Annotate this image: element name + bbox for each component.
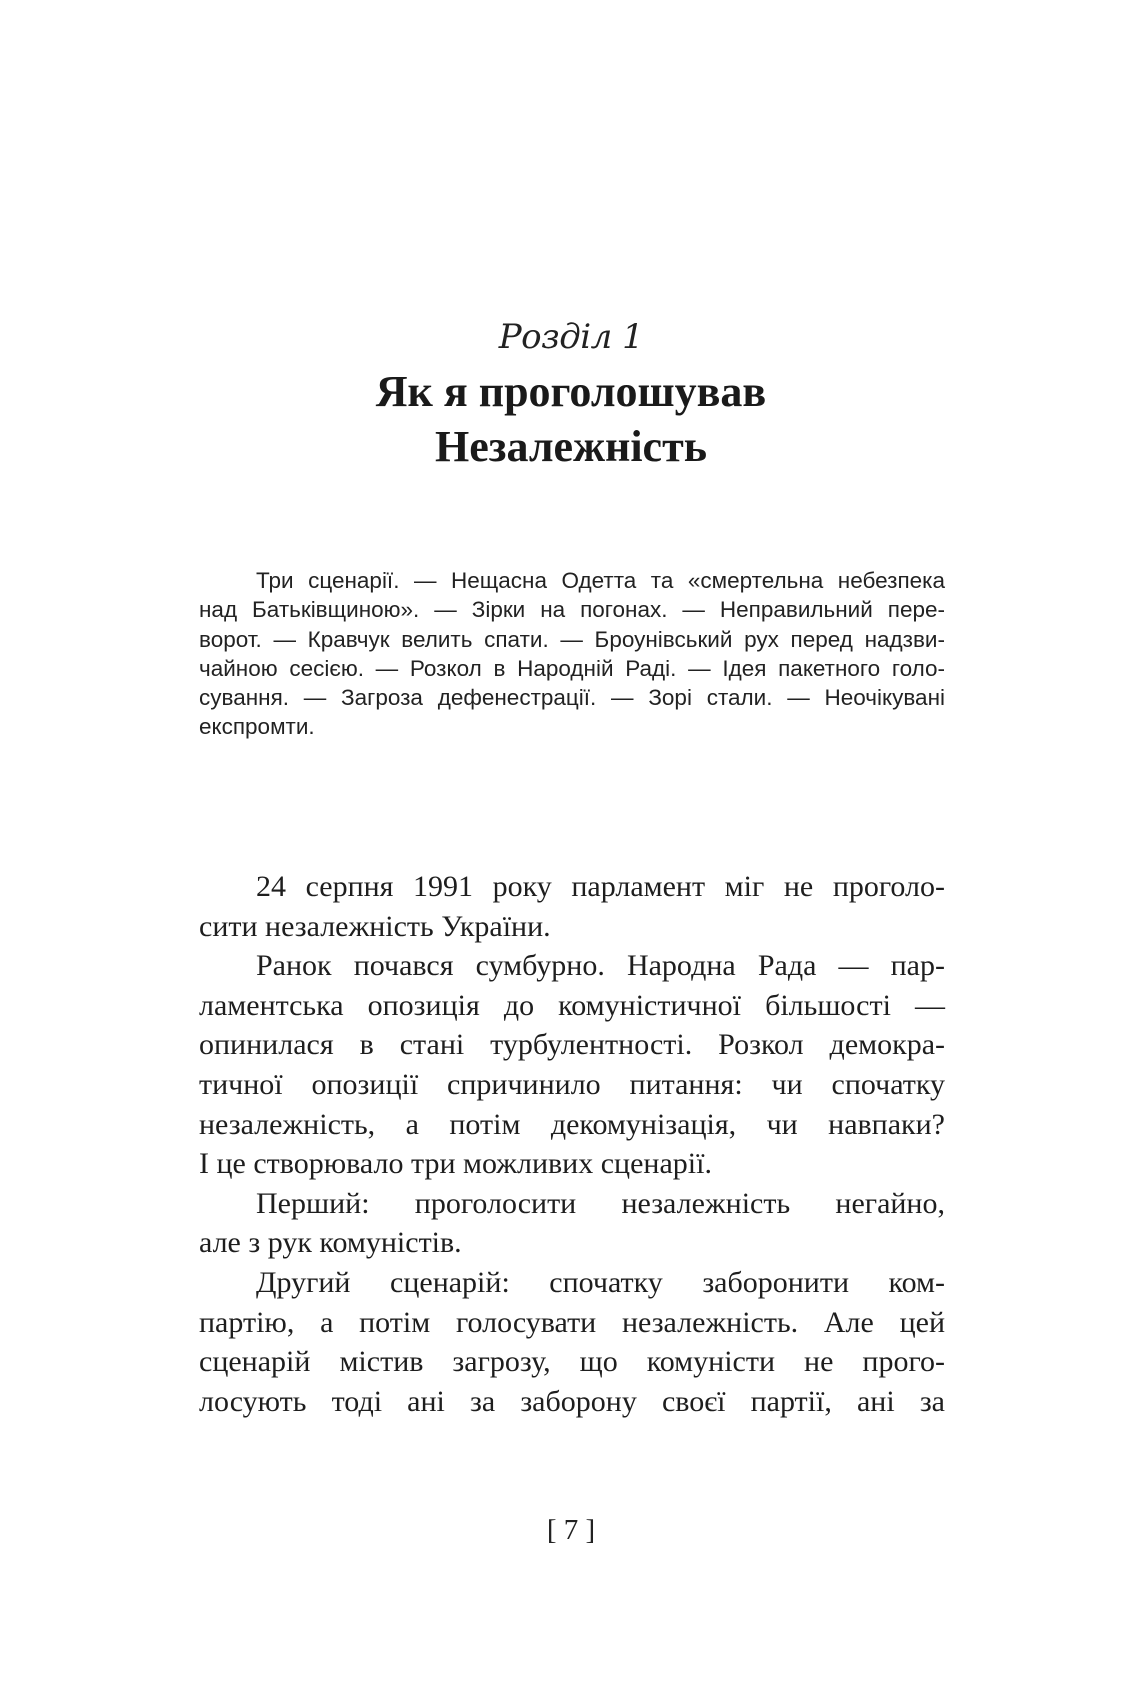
- body-line: сити незалежність України.: [199, 909, 551, 943]
- summary-line: Три сценарії. — Нещасна Одетта та «смертельна небезпека: [256, 568, 945, 593]
- chapter-title-line: Незалежність: [435, 422, 707, 471]
- body-line: Ранок почався сумбурно. Народна Рада — пар-: [256, 949, 945, 983]
- chapter-title: [0, 364, 1142, 474]
- body-line: І це створювало три можливих сценарії.: [199, 1147, 712, 1181]
- page-number: [ 7 ]: [546, 1514, 596, 1546]
- summary-line: сування. — Загроза дефенестрації. — Зорі стали. — Неочікувані: [199, 685, 945, 711]
- summary-line: чайною сесією. — Розкол в Народній Раді. — Ідея пакетного голо-: [199, 655, 945, 681]
- body-line: 24 серпня 1991 року парламент міг не проголо-: [256, 870, 945, 903]
- body-line: лосують тоді ані за заборону своєї партії, ані за: [199, 1384, 945, 1418]
- body-line: ламентська опозиція до комуністичної більшості —: [199, 988, 945, 1022]
- body-line: Перший: проголосити незалежність негайно,: [256, 1186, 945, 1220]
- body-line: сценарій містив загрозу, що комуністи не прого-: [199, 1345, 945, 1379]
- summary-line: над Батьківщиною». — Зірки на погонах. — Неправильний пере-: [199, 597, 945, 623]
- body-line: тичної опозиції спричинило питання: чи спочатку: [199, 1067, 945, 1101]
- body-line: незалежність, а потім декомунізація, чи навпаки?: [199, 1107, 945, 1141]
- body-text: [199, 867, 945, 1421]
- body-line: опинилася в стані турбулентності. Розкол демокра-: [199, 1028, 945, 1062]
- body-line: але з рук комуністів.: [199, 1226, 462, 1260]
- body-line: Другий сценарій: спочатку заборонити ком-: [256, 1265, 945, 1299]
- summary-line: експромти.: [199, 714, 315, 740]
- summary-line: ворот. — Кравчук велить спати. — Броунівський рух перед надзви-: [199, 626, 945, 652]
- chapter-title-line: Як я проголошував: [375, 367, 767, 416]
- chapter-summary: [199, 566, 945, 742]
- chapter-label: Розділ 1: [498, 317, 644, 357]
- body-line: партію, а потім голосувати незалежність. Але цей: [199, 1305, 945, 1339]
